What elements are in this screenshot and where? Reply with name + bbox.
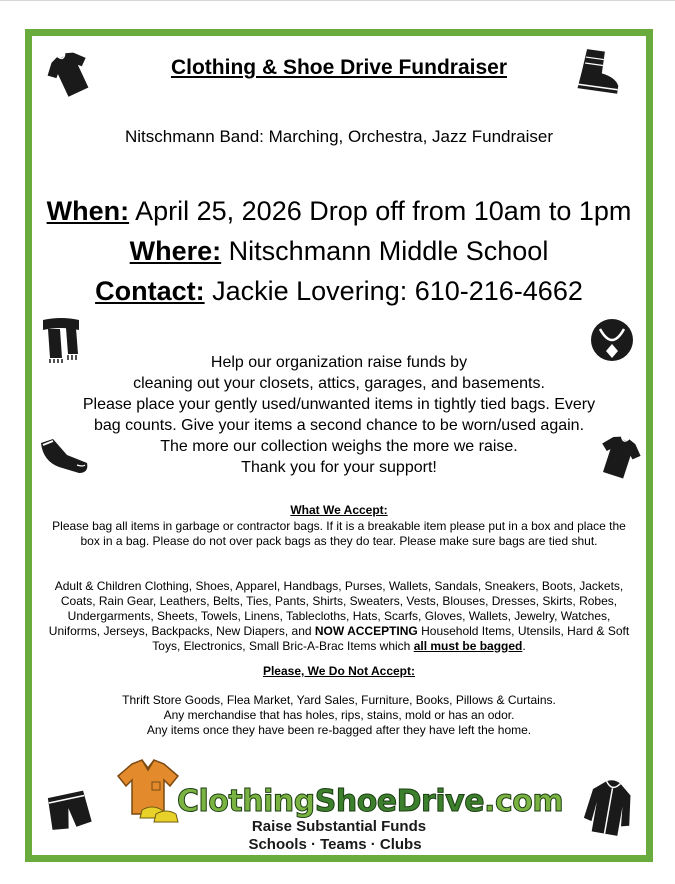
flyer-subtitle: Nitschmann Band: Marching, Orchestra, Jazz Fundraiser (124, 127, 553, 146)
reject-line: Thrift Store Goods, Flea Market, Yard Sales, Furniture, Books, Pillows & Curtains. (122, 693, 556, 707)
reject-heading: Please, We Do Not Accept: (262, 664, 416, 678)
appeal-line: Please place your gently used/unwanted items in tightly tied bags. Every (82, 396, 596, 413)
necklace-icon (589, 317, 635, 363)
reject-line: Any merchandise that has holes, rips, stains, mold or has an odor. (163, 708, 515, 722)
accept-heading: What We Accept: (290, 503, 388, 517)
logo-part-shoedrive: ShoeDrive (314, 784, 485, 819)
where-line (32, 236, 646, 267)
logo-part-com: .com (484, 784, 564, 819)
scarf-icon (40, 316, 82, 364)
contact-line (32, 276, 646, 307)
reject-line: Any items once they have been re-bagged after they have left the home. (146, 723, 532, 737)
where-label: Where: (129, 236, 222, 266)
tshirt-icon (44, 48, 96, 100)
flyer-title: Clothing & Shoe Drive Fundraiser (170, 56, 508, 79)
now-accepting-label: NOW ACCEPTING (314, 624, 418, 638)
accept-items (42, 579, 636, 654)
when-value: April 25, 2026 Drop off from 10am to 1pm (129, 196, 632, 226)
appeal-line: Help our organization raise funds by (210, 354, 468, 371)
logo-shirt-icon (112, 758, 186, 824)
must-bag-label: all must be bagged (413, 639, 523, 653)
when-line (32, 196, 646, 227)
appeal-line: Thank you for your support! (241, 459, 437, 476)
flyer-frame (25, 29, 653, 862)
accept-items-text: Adult & Children Clothing, Shoes, Apparel, Handbags, Purses, Wallets, Sandals, Sneakers, Boots, Jackets, Coats, Rain Gear, Leathers, Belts, Ties, Pants, Shirts, Sweaters, Vests, Blouses, Dresses, Skirts, Robes, Undergarments, Sheets, Towels, Linens, Tablecloths, Hats, Scarfs, Gloves, Wallets, Jewelry, Watches, Uniforms, Jerseys, Backpacks, New Diapers, and (48, 579, 624, 638)
top-border-line (0, 0, 675, 1)
appeal-paragraph (32, 352, 646, 478)
contact-value: Jackie Lovering: 610-216-4662 (204, 276, 583, 306)
accept-instructions: Please bag all items in garbage or contractor bags. If it is a breakable item please put in a box and place the box in a bag. Please do not over pack bags as they do tear. Please make sure bags are tied shut. (52, 519, 626, 548)
when-label: When: (46, 196, 130, 226)
logo-part-clothing: Clothing (177, 784, 315, 819)
where-value: Nitschmann Middle School (221, 236, 549, 266)
sock-icon (37, 435, 91, 479)
accept-items-end: . (522, 639, 526, 653)
reject-list (32, 693, 646, 738)
appeal-line: The more our collection weighs the more we raise. (160, 438, 518, 455)
appeal-line: cleaning out your closets, attics, garages, and basements. (133, 375, 545, 392)
logo-wordmark (177, 784, 563, 819)
appeal-line: bag counts. Give your items a second chance to be worn/used again. (93, 417, 585, 434)
accept-items-text-2: Household Items, Utensils, Hard & Soft Toys, Electronics, Small Bric-A-Brac Items which (152, 624, 630, 653)
boot-icon (574, 47, 624, 97)
logo-tagline-1: Raise Substantial Funds (251, 818, 427, 835)
contact-label: Contact: (95, 276, 205, 306)
logo-tagline-2: Schools · Teams · Clubs (248, 836, 422, 853)
shirt-icon (594, 432, 644, 482)
